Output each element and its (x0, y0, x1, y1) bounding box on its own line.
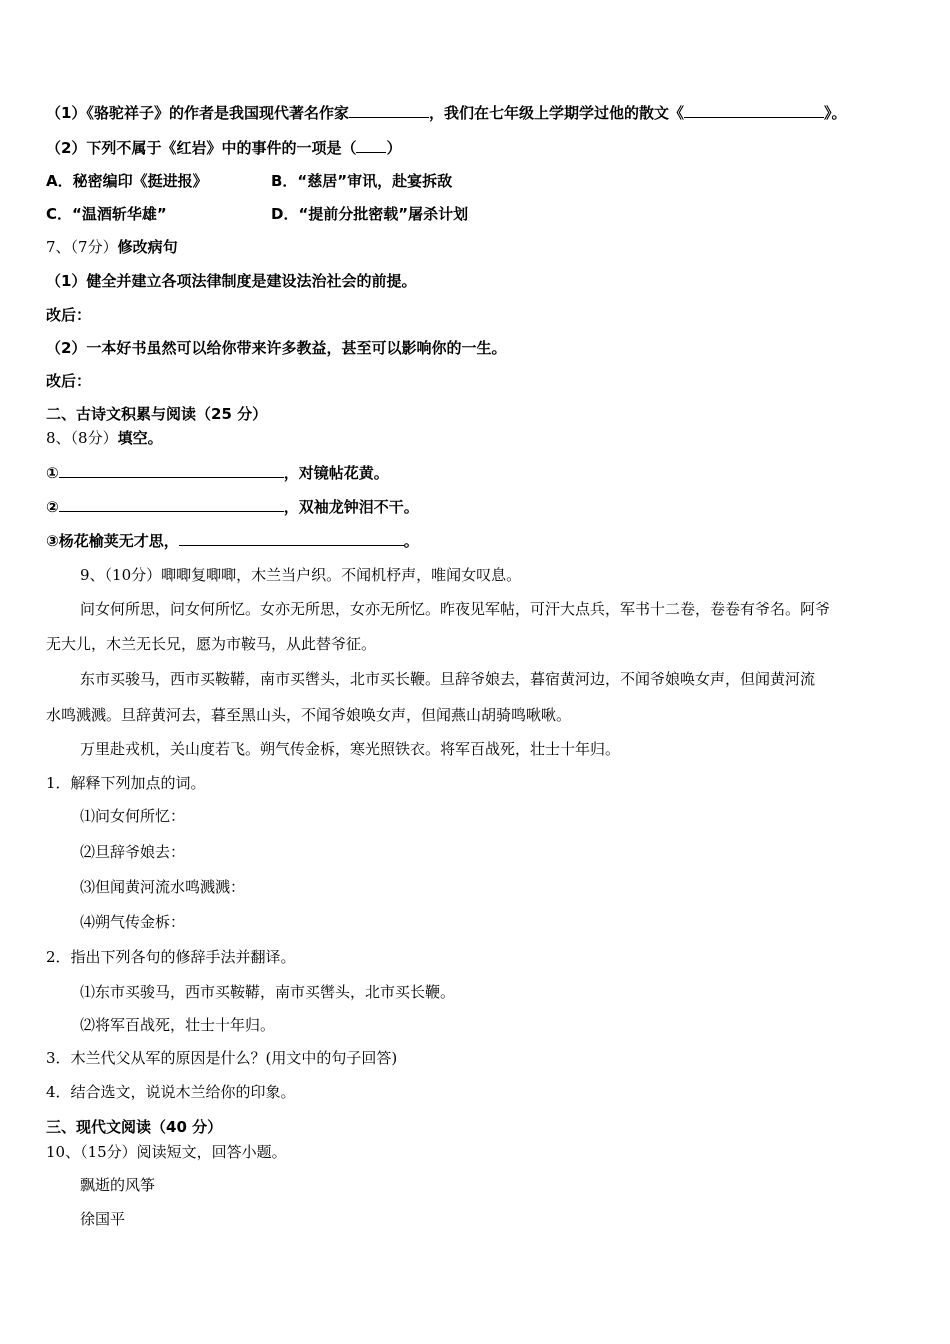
q7-fix-label-2: 改后： (46, 372, 92, 390)
q9-subquestion-3: 3．木兰代父从军的原因是什么？(用文中的句子回答) (46, 1049, 398, 1067)
answer-blank[interactable] (59, 496, 284, 512)
q9-poem-para-4: 万里赴戎机，关山度若飞。朔气传金柝，寒光照铁衣。将军百战死，壮士十年归。 (80, 740, 621, 758)
q9-subquestion-2-2: ⑵将军百战死，壮士十年归。 (80, 1016, 276, 1034)
q9-poem-para-3a: 东市买骏马，西市买鞍鞯，南市买辔头，北市买长鞭。旦辞爷娘去，暮宿黄河边，不闻爷娘唤女声，但闻黄河流 (80, 670, 816, 688)
q6-part2: （2）下列不属于《红岩》中的事件的一项是（ ） (46, 139, 402, 157)
q10-heading: 10、（15分）阅读短文，回答小题。 (46, 1143, 287, 1161)
answer-blank[interactable] (356, 137, 386, 153)
answer-blank[interactable] (59, 462, 284, 478)
option-b: B．“慈居”审讯，赴宴拆敌 (271, 172, 453, 190)
q7-heading: 7、（7分）修改病句 (46, 238, 178, 256)
q7-fix-label-1: 改后： (46, 306, 92, 324)
option-d: D．“提前分批密载”屠杀计划 (271, 205, 469, 223)
q9-poem-para-2b: 无大儿，木兰无长兄，愿为市鞍马，从此替爷征。 (46, 635, 377, 653)
q8-line-2: ② ，双袖龙钟泪不干。 (46, 498, 419, 516)
answer-blank[interactable] (684, 102, 824, 118)
q9-subquestion-1-2: ⑵旦辞爷娘去： (80, 843, 186, 861)
q9-subquestion-1: 1．解释下列加点的词。 (46, 774, 206, 792)
q9-subquestion-2-1: ⑴东市买骏马，西市买鞍鞯，南市买辔头，北市买长鞭。 (80, 983, 456, 1001)
answer-blank[interactable] (349, 102, 429, 118)
q9-subquestion-1-4: ⑷朔气传金柝： (80, 913, 186, 931)
q9-poem-para-3b: 水鸣溅溅。旦辞黄河去，暮至黑山头，不闻爷娘唤女声，但闻燕山胡骑鸣啾啾。 (46, 706, 572, 724)
option-c: C．“温酒斩华雄” (46, 205, 167, 223)
q7-sentence-1: （1）健全并建立各项法律制度是建设法治社会的前提。 (46, 272, 417, 290)
q8-heading: 8、（8分）填空。 (46, 429, 163, 447)
q8-line-3: ③杨花榆荚无才思， 。 (46, 532, 419, 550)
section-2-title: 二、古诗文积累与阅读（25 分） (46, 405, 268, 423)
section-3-title: 三、现代文阅读（40 分） (46, 1118, 223, 1136)
article-title: 飘逝的风筝 (80, 1176, 156, 1194)
q8-line-1: ① ，对镜帖花黄。 (46, 464, 389, 482)
q6-part1: （1）《骆驼祥子》的作者是我国现代著名作家 ，我们在七年级上学期学过他的散文《 》。 (46, 104, 847, 122)
answer-blank[interactable] (179, 530, 404, 546)
q9-subquestion-1-3: ⑶但闻黄河流水鸣溅溅： (80, 878, 246, 896)
q9-poem-para-1: 9、（10分）唧唧复唧唧，木兰当户织。不闻机杼声，唯闻女叹息。 (80, 566, 522, 584)
q9-subquestion-4: 4．结合选文，说说木兰给你的印象。 (46, 1083, 296, 1101)
q9-subquestion-2: 2．指出下列各句的修辞手法并翻译。 (46, 948, 296, 966)
q9-subquestion-1-1: ⑴问女何所忆： (80, 807, 186, 825)
article-author: 徐国平 (80, 1210, 126, 1228)
q7-sentence-2: （2）一本好书虽然可以给你带来许多教益，甚至可以影响你的一生。 (46, 339, 507, 357)
option-a: A．秘密编印《挺进报》 (46, 172, 208, 190)
q9-poem-para-2a: 问女何所思，问女何所忆。女亦无所思，女亦无所忆。昨夜见军帖，可汗大点兵，军书十二卷，卷卷有爷名。阿爷 (80, 600, 831, 618)
